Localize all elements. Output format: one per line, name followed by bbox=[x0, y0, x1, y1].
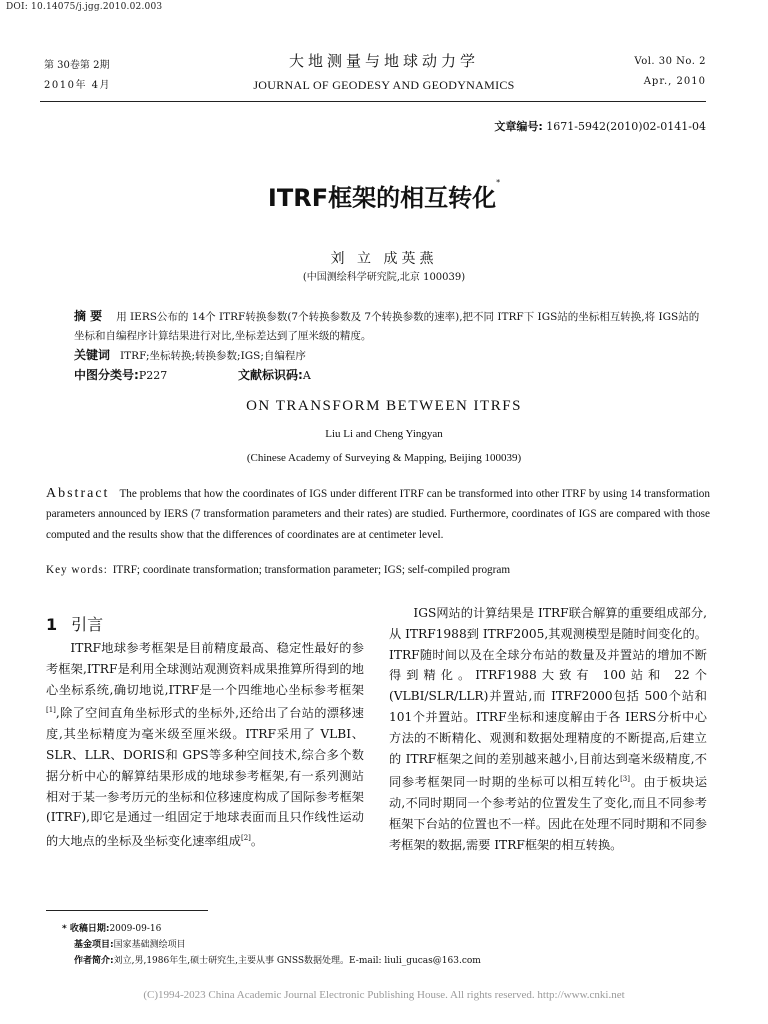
chinese-keywords-label: 关键词 bbox=[74, 348, 111, 362]
section-heading-introduction bbox=[46, 612, 103, 635]
english-abstract-label: Abstract bbox=[46, 486, 110, 501]
copyright-watermark: (C)1994-2023 China Academic Journal Electronic Publishing House. All rights reserved. http://www.cnki.net bbox=[143, 989, 625, 1001]
footnote-received-value: 2009-09-16 bbox=[109, 924, 162, 934]
footnote-fund-label: 基金项目: bbox=[74, 940, 114, 950]
footnote-received bbox=[62, 921, 682, 937]
english-authors: Liu Li and Cheng Yingyan bbox=[325, 428, 443, 440]
english-keywords-label: Key words: bbox=[46, 564, 108, 576]
paper-title bbox=[0, 178, 768, 213]
chinese-keywords-text: ITRF;坐标转换;转换参数;IGS;自编程序 bbox=[120, 350, 306, 362]
body-text: 。 bbox=[250, 834, 264, 849]
chinese-abstract-text: 用 IERS公布的 14个 ITRF转换参数(7个转换参数及 7个转换参数的速率),把不同 ITRF下 IGS站的坐标相互转换,将 IGS站的坐标和自编程序计算结果进行对比,坐标差达到了厘米级的精度。 bbox=[74, 311, 700, 342]
english-keywords bbox=[46, 564, 710, 576]
header-journal-cn: 大地测量与地球动力学 bbox=[288, 52, 479, 70]
english-keywords-text: ITRF; coordinate transformation; transformation parameter; IGS; self-compiled program bbox=[112, 564, 511, 576]
body-text: IGS网站的计算结果是 ITRF联合解算的重要组成部分,从 ITRF1988到 ITRF2005,其观测模型是随时间变化的。ITRF随时间以及在全球分布站的数量及并置站的增加不断得到精化。ITRF1988大致有 100站和 22个(VLBI/SLR/LLR)并置站,而 ITRF2000包括 500个站和 101个并置站。ITRF坐标和速度解由于各 IERS分析中心方法的不断精化、观测和数据处理精度的不断提高,后建立的 ITRF框架之间的差别越来越小,目前达到毫米级精度,不同参考框架同一时期的坐标可以相互转化 bbox=[389, 606, 707, 790]
body-text: ITRF地球参考框架是目前精度最高、稳定性最好的参考框架,ITRF是利用全球测站观测资料成果推算所得到的地心坐标系统,确切地说,ITRF是一个四维地心坐标参考框架 bbox=[46, 641, 364, 697]
body-text: ,除了空间直角坐标形式的坐标外,还给出了台站的漂移速度,其坐标精度为毫米级至厘米级。ITRF采用了 VLBI、SLR、LLR、DORIS和 GPS等多种空间技术,综合多个数据分析中心的解算结果形成的地球参考框架,有一系列测站相对于某一参考历元的坐标和位移速度构成了国际参考框架(ITRF),即它是通过一组固定于地球表面而且只作线性运动的大地点的坐标及坐标变化速率组成 bbox=[46, 706, 364, 849]
footnote-author-label: 作者简介: bbox=[74, 956, 114, 966]
chinese-abstract bbox=[74, 307, 704, 346]
section-number: 1 bbox=[46, 615, 58, 634]
footnote-author-value: 刘立,男,1986年生,硕士研究生,主要从事 GNSS数据处理。E-mail: liuli_gucas@163.com bbox=[113, 956, 481, 966]
body-left-column bbox=[46, 638, 364, 852]
english-affiliation: (Chinese Academy of Surveying & Mapping, Beijing 100039) bbox=[246, 452, 522, 464]
footnote-fund-value: 国家基础测绘项目 bbox=[113, 940, 186, 950]
header-date-en: Apr., 2010 bbox=[643, 76, 706, 87]
footnote-author bbox=[62, 953, 682, 969]
body-text: 。由于板块运动,不同时期同一个参考站的位置发生了变化,而且不同参考框架下台站的位置也不一样。因此在处理不同时期和不同参考框架的数据,需要 ITRF框架的相互转换。 bbox=[389, 775, 708, 852]
paper-title-text: ITRF框架的相互转化 bbox=[267, 184, 497, 212]
footnotes bbox=[62, 921, 682, 969]
body-paragraph bbox=[389, 603, 707, 856]
article-number-value: 1671-5942(2010)02-0141-04 bbox=[546, 120, 706, 133]
classification-label: 中图分类号: bbox=[74, 368, 139, 382]
affiliation: (中国测绘科学研究院,北京 100039) bbox=[302, 272, 466, 283]
chinese-abstract-label: 摘 要 bbox=[74, 309, 103, 323]
body-paragraph bbox=[46, 638, 364, 852]
citation-1: [1] bbox=[46, 706, 56, 715]
header-journal-en: JOURNAL OF GEODESY AND GEODYNAMICS bbox=[253, 78, 515, 92]
header-volume-cn: 第 30卷第 2期 bbox=[44, 60, 110, 71]
section-title: 引言 bbox=[71, 615, 104, 634]
authors: 刘 立 成英燕 bbox=[330, 251, 438, 267]
citation-2: [2] bbox=[241, 834, 251, 843]
english-title: ON TRANSFORM BETWEEN ITRFS bbox=[246, 398, 522, 414]
header-volume-en: Vol. 30 No. 2 bbox=[634, 56, 706, 67]
document-code bbox=[238, 366, 311, 383]
header-date-cn: 2010年 4月 bbox=[44, 80, 111, 91]
article-number-label: 文章编号: bbox=[494, 120, 543, 133]
english-abstract-text: The problems that how the coordinates of IGS under different ITRF can be transformed into other ITRF by using 14 transformation parameters announced by IERS (7 transformation parameters and their rates) are studied. Furthermore, coordinates of IGS are compared with those computed and the results show that the differences of coordinates are at centimeter level. bbox=[46, 488, 710, 541]
chinese-keywords bbox=[74, 346, 306, 363]
footnote-rule bbox=[46, 910, 208, 911]
classification-number bbox=[74, 366, 167, 383]
doi-line: DOI: 10.14075/j.jgg.2010.02.003 bbox=[6, 2, 163, 12]
footnote-fund bbox=[62, 937, 682, 953]
english-abstract bbox=[46, 484, 710, 545]
article-number bbox=[494, 118, 706, 134]
document-code-value: A bbox=[302, 369, 311, 382]
document-code-label: 文献标识码: bbox=[238, 368, 303, 382]
citation-3: [3] bbox=[620, 775, 630, 784]
footnote-received-label: * 收稿日期: bbox=[62, 924, 110, 934]
body-right-column bbox=[389, 603, 707, 856]
classification-value: P227 bbox=[138, 369, 168, 382]
header-rule bbox=[40, 101, 706, 102]
title-footnote-mark: * bbox=[496, 178, 501, 187]
